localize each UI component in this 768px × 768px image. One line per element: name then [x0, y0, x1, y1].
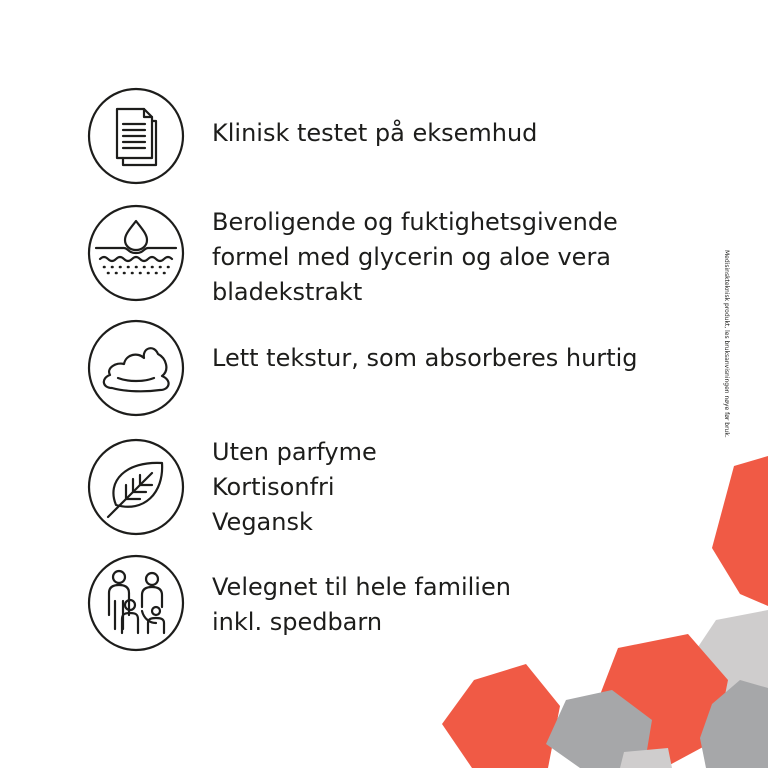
feature-line: Uten parfyme — [212, 438, 377, 466]
document-icon — [86, 86, 186, 186]
feature-line: Beroligende og fuktighetsgivende — [212, 208, 618, 236]
leaf-icon — [86, 437, 186, 537]
feature-line: Kortisonfri — [212, 473, 335, 501]
cream-icon — [86, 318, 186, 418]
family-icon — [86, 553, 186, 653]
feature-line: formel med glycerin og aloe vera — [212, 243, 612, 271]
feature-text-texture — [212, 341, 638, 376]
feature-line: inkl. spedbarn — [212, 608, 383, 636]
feature-line: Vegansk — [212, 508, 313, 536]
feature-text-formula — [212, 205, 618, 310]
red-hexagon-right — [712, 456, 768, 606]
feature-line: bladekstrakt — [212, 278, 363, 306]
feature-line: Klinisk testet på eksemhud — [212, 119, 538, 147]
feature-line: Lett tekstur, som absorberes hurtig — [212, 344, 638, 372]
feature-line: Velegnet til hele familien — [212, 573, 511, 601]
disclaimer-note: Medisinskteknisk produkt, les bruksanvisningen nøye før bruk. — [723, 250, 730, 438]
skin-drop-icon — [86, 203, 186, 303]
feature-text-family — [212, 570, 511, 640]
feature-text-clinical — [212, 116, 537, 151]
red-hexagon-left — [442, 664, 560, 768]
feature-text-free-from — [212, 435, 377, 540]
